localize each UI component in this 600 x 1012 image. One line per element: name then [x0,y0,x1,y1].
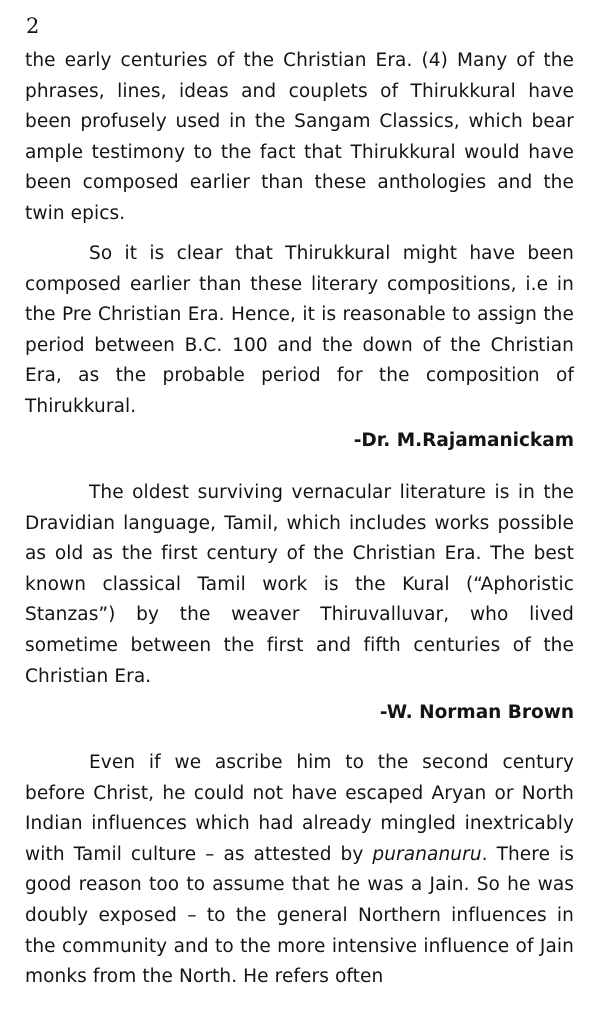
paragraph-text-before: Even if we ascribe him to the second century before Christ, he could not have escaped Aryan or North Indian influences which had already mingled inextricably with Tamil culture – as attested by [25,752,574,865]
paragraph-aryan-influences [25,748,574,993]
paragraph-continuation: the early centuries of the Christian Era. (4) Many of the phrases, lines, ideas and couplets of Thirukkural have been profusely used in the Sangam Classics, which bear ample testimony to the fact that Thirukkural would have been composed earlier than these anthologies and the twin epics. [25,50,574,224]
italic-term-purananuru: purananuru [372,843,482,865]
paragraph-text-after: . There is good reason too to assume that he was a Jain. So he was doubly exposed – to the general Northern influences in the community and to the more intensive influence of Jain monks from the North. He refers often [25,843,574,988]
attribution-rajamanickam: -Dr. M.Rajamanickam [353,430,574,451]
paragraph-oldest-literature: The oldest surviving vernacular literature is in the Dravidian language, Tamil, which includes works possible as old as the first century of the Christian Era. The best known classical Tamil work is the Kural (“Aphoristic Stanzas”) by the weaver Thiruvalluvar, who lived sometime between the first and fifth centuries of the Christian Era. [25,482,574,687]
attribution-norman-brown: -W. Norman Brown [379,702,574,723]
page-number: 2 [26,14,40,38]
paragraph-thirukkural-period: So it is clear that Thirukkural might have been composed earlier than these literary compositions, i.e in the Pre Christian Era. Hence, it is reasonable to assign the period between B.C. 100 and the down of the Christian Era, as the probable period for the composition of Thirukkural. [25,243,574,417]
